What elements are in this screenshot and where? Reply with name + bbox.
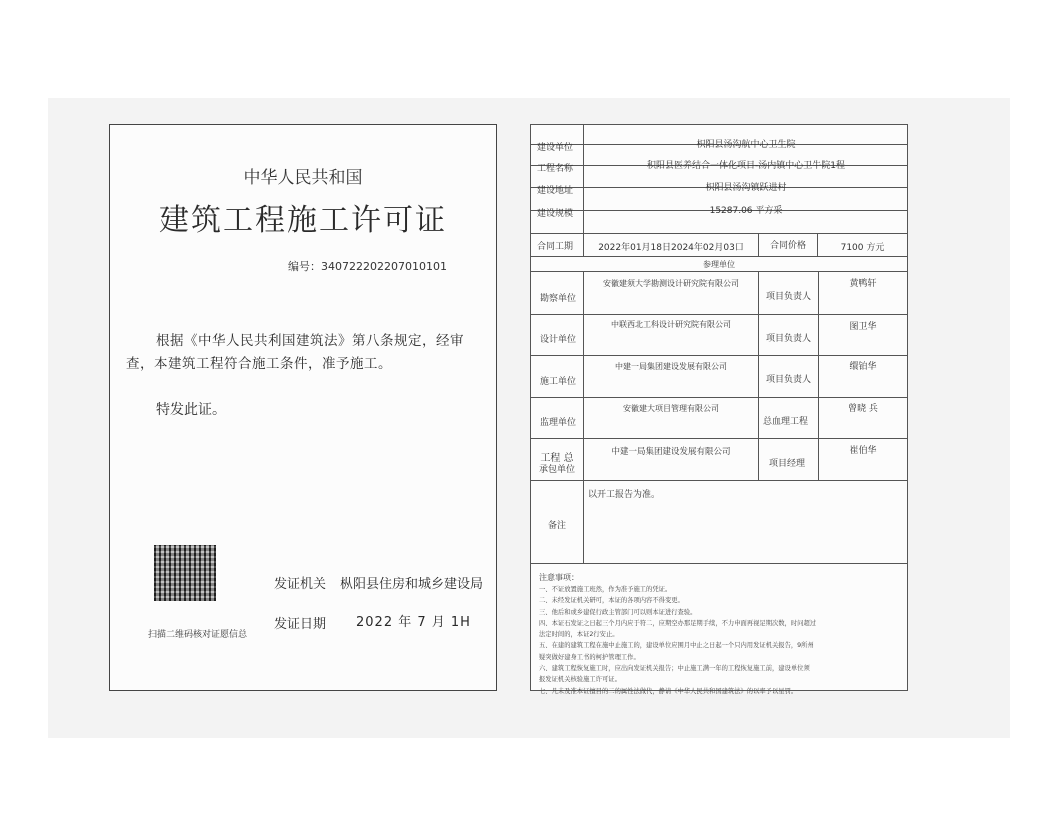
price-value: 7100 方元: [840, 243, 885, 253]
builder-unit-person: 缳铂华: [849, 362, 877, 372]
remarks-label: 备注: [547, 521, 566, 531]
contractor-unit-person: 崔伯华: [849, 446, 877, 456]
design-unit-person-role: 项目负责人: [766, 334, 812, 344]
construction-unit-value: 枳阳县汤沟航中心卫生院: [696, 140, 796, 150]
grid-line: [531, 233, 907, 234]
note-line: 三、他后和或乡建促行政主管部门可以则本证进行查验。: [539, 608, 697, 616]
grid-line: [531, 397, 907, 398]
permit-cover-page: [109, 124, 497, 691]
issue-date-value: 2022 年 7 月 1H: [356, 615, 471, 630]
note-line: 七、凡未及准本证擅目的二的属性法做代，静请《中华人民共和国建筑法》的以率予以星罚。: [539, 687, 798, 695]
project-name-label: 工程名称: [537, 164, 574, 174]
supervision-unit-person: 曾晓 兵: [848, 404, 878, 414]
note-line: 六、建筑工程恢复施工时，应出向发证机关报告；中止施工满一年的工程恢复施工前，建设单位须: [539, 665, 810, 673]
permit-title: 建筑工程施工许可证: [159, 203, 447, 238]
grid-line: [531, 355, 907, 356]
survey-unit-person: 黄鸭轩: [849, 279, 877, 289]
special-issue-text: 特发此证。: [156, 402, 226, 418]
period-label: 合同工期: [537, 242, 574, 252]
permit-details-page: [530, 124, 908, 695]
permit-number: 编号：340722202207010101: [288, 260, 447, 273]
address-label: 建设地址: [537, 186, 574, 196]
survey-unit-person-role: 项目负责人: [766, 292, 812, 302]
project-name-value: 积阳县医养结合一体化项目-汤内镇中心卫牛院1程: [647, 161, 845, 171]
price-label: 合同价格: [769, 241, 806, 251]
grid-line: [531, 271, 907, 272]
note-line: 法定时间的，本证2行安止。: [539, 631, 619, 639]
note-line: 报发证机关核验施工许可证。: [539, 676, 621, 684]
contractor-unit-label: 工程 总: [540, 453, 574, 464]
note-line: 四、本证石发证之日起三个月内应于符二，应期空办那足期手续，不力申面再视足期次数，时问超过: [539, 619, 817, 627]
permit-body-text: 根据《中华人民共利国建筑法》第八条规定，经审查，本建筑工程符合施工条件，准予施工。: [126, 333, 464, 372]
issuer-label: 发证机关: [274, 577, 327, 592]
period-value: 2022年01月18日2024年02月03口: [598, 243, 744, 253]
supervision-unit-label: 监理单位: [540, 418, 577, 428]
qr-code-icon: [154, 545, 216, 601]
design-unit-person: 图卫华: [849, 322, 877, 332]
participants-header: 参理单位: [703, 260, 735, 269]
issue-date-label: 发证日期: [274, 617, 327, 632]
grid-line: [531, 438, 907, 439]
construction-unit-label: 建设单位: [537, 143, 574, 153]
design-unit-label: 设计单位: [540, 335, 577, 345]
note-line: 疑突做好建身工书的柯护管理工作。: [539, 653, 640, 661]
notes-section: [539, 572, 901, 697]
grid-line: [758, 271, 759, 480]
qr-caption: 扫描二维码核对证愿信总: [148, 630, 248, 640]
grid-line: [583, 125, 584, 256]
grid-line: [531, 563, 907, 564]
survey-unit-label: 勘察单位: [540, 294, 577, 304]
notes-title: 注意事项：: [539, 573, 579, 582]
grid-line: [531, 256, 907, 257]
note-line: 五、在建的建筑工程在施中止施工的，建设单位应围月中止之日起一个只内用发证机关报告，9所州: [539, 642, 814, 650]
grid-line: [531, 480, 907, 481]
supervision-unit-person-role: 总血理工程: [763, 417, 809, 427]
address-value: 枳阳县汤沟镇跃进村: [705, 183, 787, 193]
scale-value: 15287.06 平方采: [709, 206, 783, 216]
contractor-unit-person-role: 项目经理: [769, 459, 806, 469]
builder-unit-company: 中建一局集团建设发展有限公司: [615, 362, 727, 371]
grid-line: [583, 271, 584, 563]
note-line: 二、未经发证机关研可，本证的各项内容不得变更。: [539, 597, 684, 605]
supervision-unit-company: 安徽建大项目管理有限公司: [623, 404, 719, 413]
design-unit-company: 中联西北工科设计研究院有限公司: [611, 320, 731, 329]
scale-label: 建设规模: [537, 209, 574, 219]
builder-unit-label: 施工单位: [540, 377, 577, 387]
grid-line: [531, 314, 907, 315]
country-heading: 中华人民共和国: [243, 168, 363, 188]
contractor-unit-company: 中建一局集团建设发展有限公司: [611, 447, 731, 457]
issuer-value: 枞阳县住房和城乡建设局: [340, 577, 484, 592]
remarks-value: 以开工报告为准。: [588, 490, 661, 500]
builder-unit-person-role: 项目负责人: [766, 375, 812, 385]
contractor-unit-label-line2: 承包单位: [538, 465, 575, 475]
survey-unit-company: 安徽建须大学勘测设计研究院有限公司: [603, 279, 739, 288]
note-line: 一、不证放置施工班然，作为准予施工的凭证。: [539, 586, 672, 593]
